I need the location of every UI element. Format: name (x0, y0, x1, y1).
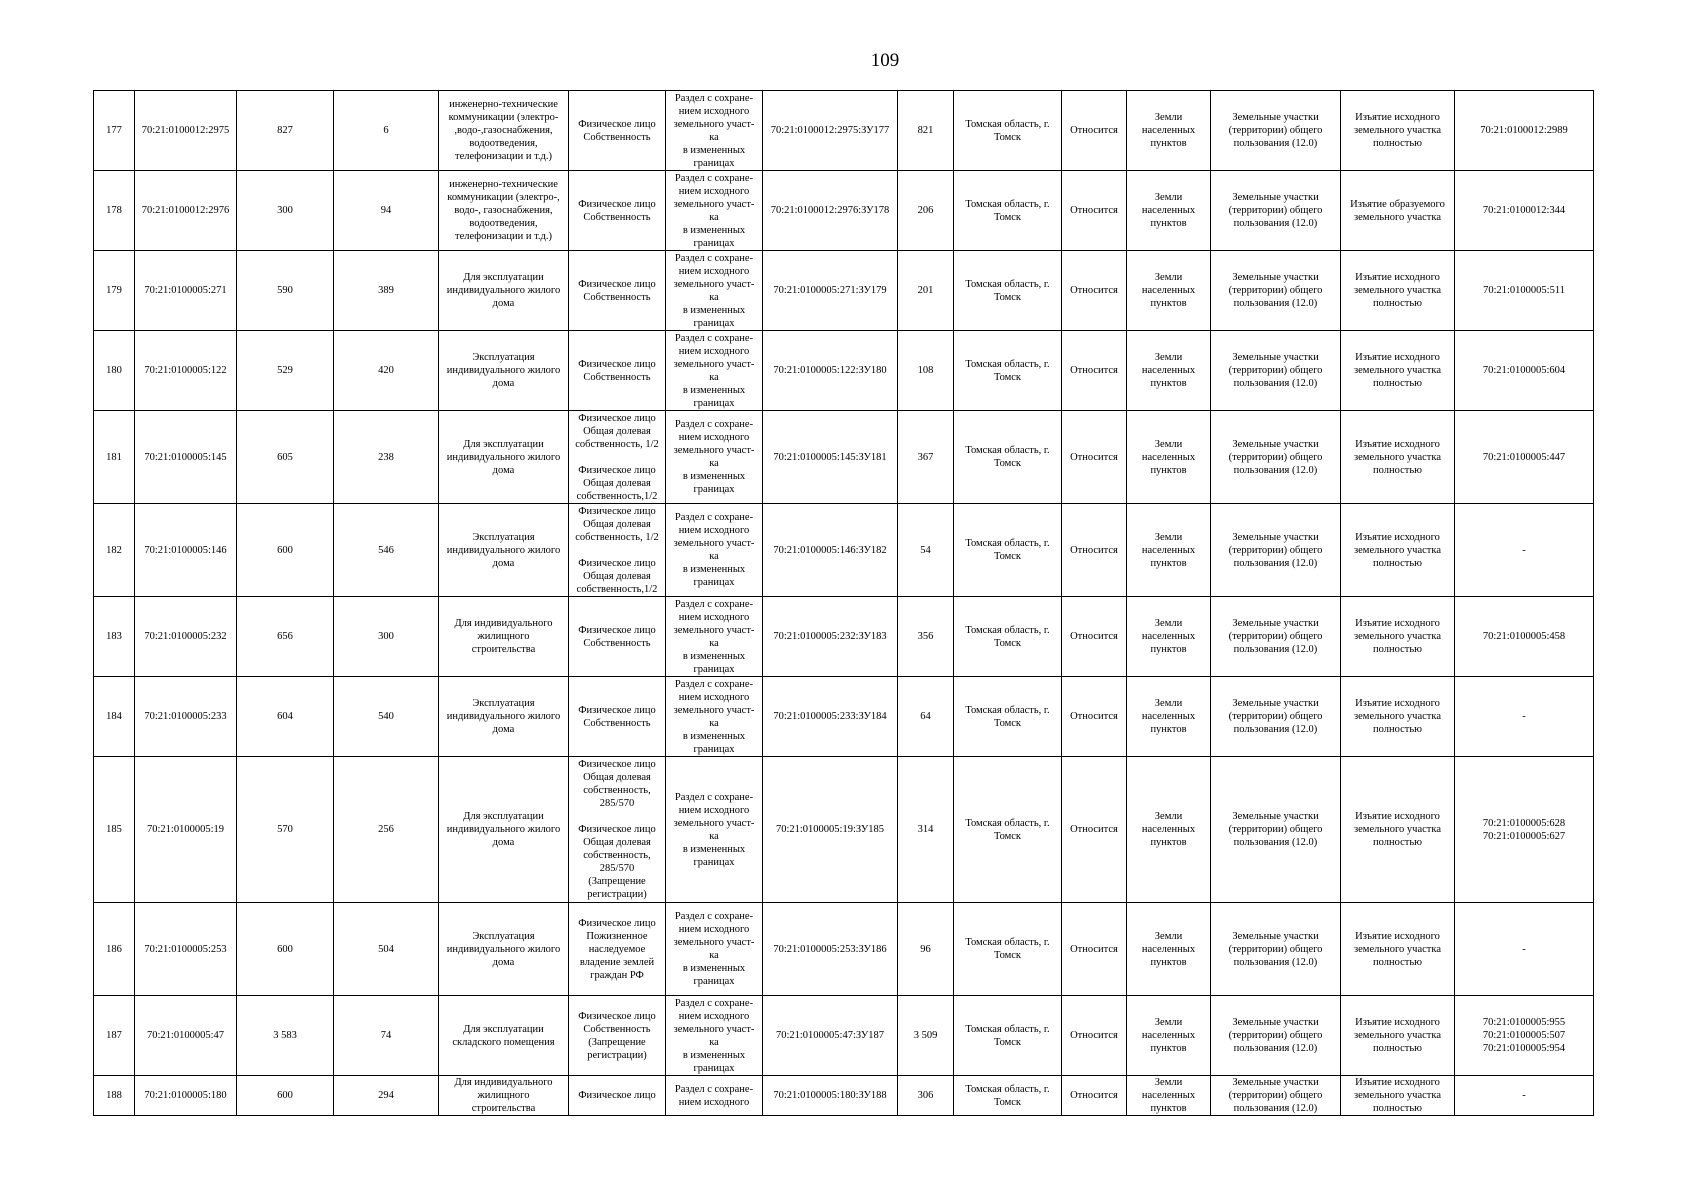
row-number-cell: 188 (94, 1076, 135, 1116)
area-affected-cell: 546 (334, 504, 439, 597)
seizure-type-cell: Изъятие исходного земельного участка полностью (1341, 504, 1455, 597)
new-plot-number-cell: 70:21:0100012:2975:ЗУ177 (763, 91, 898, 171)
area-cell: 600 (237, 1076, 334, 1116)
rights-holder-cell: Физическое лицо Общая долевая собственность, 285/570 Физическое лицо Общая долевая собственность, 285/570 (Запрещение регистрации) (569, 757, 666, 903)
row-number-cell: 179 (94, 251, 135, 331)
seizure-type-cell: Изъятие исходного земельного участка полностью (1341, 677, 1455, 757)
seizure-type-cell: Изъятие исходного земельного участка полностью (1341, 91, 1455, 171)
row-number-cell: 185 (94, 757, 135, 903)
relation-cell: Относится (1062, 757, 1127, 903)
land-category-cell: Земли населенных пунктов (1127, 411, 1211, 504)
new-permitted-use-cell: Земельные участки (территории) общего пользования (12.0) (1211, 903, 1341, 996)
cadastral-number-cell: 70:21:0100005:47 (135, 996, 237, 1076)
rights-holder-cell: Физическое лицо Собственность (569, 331, 666, 411)
table-row (94, 171, 1594, 251)
area-affected-cell: 74 (334, 996, 439, 1076)
capital-objects-cell: - (1455, 677, 1594, 757)
permitted-use-cell: Эксплуатация индивидуального жилого дома (439, 677, 569, 757)
area-cell: 300 (237, 171, 334, 251)
location-cell: Томская область, г. Томск (954, 331, 1062, 411)
relation-cell: Относится (1062, 1076, 1127, 1116)
area-affected-cell: 300 (334, 597, 439, 677)
rights-holder-cell: Физическое лицо Собственность (569, 597, 666, 677)
permitted-use-cell: Для эксплуатации индивидуального жилого дома (439, 757, 569, 903)
row-number-cell: 177 (94, 91, 135, 171)
capital-objects-cell: 70:21:0100005:458 (1455, 597, 1594, 677)
relation-cell: Относится (1062, 903, 1127, 996)
row-number-cell: 178 (94, 171, 135, 251)
location-cell: Томская область, г. Томск (954, 996, 1062, 1076)
new-plot-number-cell: 70:21:0100005:253:ЗУ186 (763, 903, 898, 996)
new-permitted-use-cell: Земельные участки (территории) общего пользования (12.0) (1211, 251, 1341, 331)
location-cell: Томская область, г. Томск (954, 504, 1062, 597)
new-plot-area-cell: 3 509 (898, 996, 954, 1076)
table-row (94, 504, 1594, 597)
area-cell: 827 (237, 91, 334, 171)
location-cell: Томская область, г. Томск (954, 677, 1062, 757)
new-plot-area-cell: 306 (898, 1076, 954, 1116)
relation-cell: Относится (1062, 91, 1127, 171)
new-plot-area-cell: 108 (898, 331, 954, 411)
location-cell: Томская область, г. Томск (954, 411, 1062, 504)
formation-method-cell: Раздел с сохране- нием исходного земельного участ- ка в измененных границах (666, 91, 763, 171)
land-category-cell: Земли населенных пунктов (1127, 331, 1211, 411)
formation-method-cell: Раздел с сохране- нием исходного земельного участ- ка в измененных границах (666, 996, 763, 1076)
new-plot-area-cell: 821 (898, 91, 954, 171)
relation-cell: Относится (1062, 677, 1127, 757)
new-plot-number-cell: 70:21:0100005:271:ЗУ179 (763, 251, 898, 331)
table-row (94, 1076, 1594, 1116)
land-category-cell: Земли населенных пунктов (1127, 504, 1211, 597)
location-cell: Томская область, г. Томск (954, 757, 1062, 903)
new-plot-area-cell: 54 (898, 504, 954, 597)
relation-cell: Относится (1062, 251, 1127, 331)
new-plot-area-cell: 314 (898, 757, 954, 903)
permitted-use-cell: инженерно-технические коммуникации (электро- ,водо-,газоснабжения, водоотведения, телефонизации и т.д.) (439, 91, 569, 171)
new-plot-area-cell: 64 (898, 677, 954, 757)
seizure-type-cell: Изъятие исходного земельного участка полностью (1341, 597, 1455, 677)
new-permitted-use-cell: Земельные участки (территории) общего пользования (12.0) (1211, 331, 1341, 411)
row-number-cell: 182 (94, 504, 135, 597)
land-category-cell: Земли населенных пунктов (1127, 757, 1211, 903)
table-row (94, 251, 1594, 331)
row-number-cell: 183 (94, 597, 135, 677)
new-plot-area-cell: 201 (898, 251, 954, 331)
new-permitted-use-cell: Земельные участки (территории) общего пользования (12.0) (1211, 171, 1341, 251)
new-plot-area-cell: 206 (898, 171, 954, 251)
table-row (94, 411, 1594, 504)
relation-cell: Относится (1062, 504, 1127, 597)
area-affected-cell: 94 (334, 171, 439, 251)
row-number-cell: 181 (94, 411, 135, 504)
cadastral-number-cell: 70:21:0100005:19 (135, 757, 237, 903)
new-permitted-use-cell: Земельные участки (территории) общего пользования (12.0) (1211, 597, 1341, 677)
cadastral-number-cell: 70:21:0100005:233 (135, 677, 237, 757)
new-plot-number-cell: 70:21:0100005:146:ЗУ182 (763, 504, 898, 597)
permitted-use-cell: инженерно-технические коммуникации (электро-, водо-, газоснабжения, водоотведения, телефонизации и т.д.) (439, 171, 569, 251)
rights-holder-cell: Физическое лицо Собственность (569, 251, 666, 331)
relation-cell: Относится (1062, 331, 1127, 411)
area-cell: 600 (237, 504, 334, 597)
formation-method-cell: Раздел с сохране- нием исходного земельного участ- ка в измененных границах (666, 597, 763, 677)
land-category-cell: Земли населенных пунктов (1127, 91, 1211, 171)
permitted-use-cell: Для эксплуатации складского помещения (439, 996, 569, 1076)
seizure-type-cell: Изъятие исходного земельного участка полностью (1341, 996, 1455, 1076)
capital-objects-cell: 70:21:0100012:344 (1455, 171, 1594, 251)
table-row (94, 757, 1594, 903)
row-number-cell: 184 (94, 677, 135, 757)
page-number: 109 (870, 50, 900, 71)
permitted-use-cell: Эксплуатация индивидуального жилого дома (439, 331, 569, 411)
area-affected-cell: 540 (334, 677, 439, 757)
capital-objects-cell: - (1455, 903, 1594, 996)
new-plot-area-cell: 367 (898, 411, 954, 504)
seizure-type-cell: Изъятие образуемого земельного участка (1341, 171, 1455, 251)
new-permitted-use-cell: Земельные участки (территории) общего пользования (12.0) (1211, 757, 1341, 903)
area-affected-cell: 389 (334, 251, 439, 331)
capital-objects-cell: 70:21:0100005:511 (1455, 251, 1594, 331)
capital-objects-cell: 70:21:0100005:628 70:21:0100005:627 (1455, 757, 1594, 903)
capital-objects-cell: 70:21:0100005:447 (1455, 411, 1594, 504)
formation-method-cell: Раздел с сохране- нием исходного земельного участ- ка в измененных границах (666, 331, 763, 411)
land-category-cell: Земли населенных пунктов (1127, 996, 1211, 1076)
location-cell: Томская область, г. Томск (954, 1076, 1062, 1116)
land-plots-table (93, 90, 1594, 1116)
rights-holder-cell: Физическое лицо Собственность (569, 677, 666, 757)
table-row (94, 996, 1594, 1076)
new-permitted-use-cell: Земельные участки (территории) общего пользования (12.0) (1211, 411, 1341, 504)
land-category-cell: Земли населенных пунктов (1127, 1076, 1211, 1116)
table-body (94, 91, 1594, 1116)
rights-holder-cell: Физическое лицо Собственность (569, 171, 666, 251)
row-number-cell: 187 (94, 996, 135, 1076)
table-row (94, 677, 1594, 757)
area-cell: 3 583 (237, 996, 334, 1076)
table-row (94, 331, 1594, 411)
new-plot-number-cell: 70:21:0100005:122:ЗУ180 (763, 331, 898, 411)
area-cell: 529 (237, 331, 334, 411)
formation-method-cell: Раздел с сохране- нием исходного земельного участ- ка в измененных границах (666, 411, 763, 504)
land-category-cell: Земли населенных пунктов (1127, 597, 1211, 677)
seizure-type-cell: Изъятие исходного земельного участка полностью (1341, 251, 1455, 331)
area-affected-cell: 294 (334, 1076, 439, 1116)
location-cell: Томская область, г. Томск (954, 903, 1062, 996)
new-plot-area-cell: 96 (898, 903, 954, 996)
relation-cell: Относится (1062, 171, 1127, 251)
cadastral-number-cell: 70:21:0100005:271 (135, 251, 237, 331)
permitted-use-cell: Эксплуатация индивидуального жилого дома (439, 903, 569, 996)
area-affected-cell: 420 (334, 331, 439, 411)
seizure-type-cell: Изъятие исходного земельного участка полностью (1341, 411, 1455, 504)
capital-objects-cell: - (1455, 1076, 1594, 1116)
row-number-cell: 186 (94, 903, 135, 996)
cadastral-number-cell: 70:21:0100005:122 (135, 331, 237, 411)
location-cell: Томская область, г. Томск (954, 171, 1062, 251)
formation-method-cell: Раздел с сохране- нием исходного земельного участ- ка в измененных границах (666, 903, 763, 996)
area-cell: 600 (237, 903, 334, 996)
formation-method-cell: Раздел с сохране- нием исходного земельного участ- ка в измененных границах (666, 251, 763, 331)
land-category-cell: Земли населенных пунктов (1127, 171, 1211, 251)
area-affected-cell: 6 (334, 91, 439, 171)
cadastral-number-cell: 70:21:0100005:180 (135, 1076, 237, 1116)
new-plot-number-cell: 70:21:0100005:47:ЗУ187 (763, 996, 898, 1076)
rights-holder-cell: Физическое лицо Общая долевая собственность, 1/2 Физическое лицо Общая долевая собственность,1/2 (569, 411, 666, 504)
area-affected-cell: 504 (334, 903, 439, 996)
formation-method-cell: Раздел с сохране- нием исходного земельного участ- ка в измененных границах (666, 171, 763, 251)
location-cell: Томская область, г. Томск (954, 597, 1062, 677)
new-plot-area-cell: 356 (898, 597, 954, 677)
new-plot-number-cell: 70:21:0100005:145:ЗУ181 (763, 411, 898, 504)
cadastral-number-cell: 70:21:0100005:146 (135, 504, 237, 597)
new-permitted-use-cell: Земельные участки (территории) общего пользования (12.0) (1211, 996, 1341, 1076)
table-row (94, 91, 1594, 171)
relation-cell: Относится (1062, 597, 1127, 677)
land-category-cell: Земли населенных пунктов (1127, 903, 1211, 996)
new-plot-number-cell: 70:21:0100005:233:ЗУ184 (763, 677, 898, 757)
formation-method-cell: Раздел с сохране- нием исходного земельного участ- ка в измененных границах (666, 504, 763, 597)
permitted-use-cell: Эксплуатация индивидуального жилого дома (439, 504, 569, 597)
area-cell: 656 (237, 597, 334, 677)
location-cell: Томская область, г. Томск (954, 91, 1062, 171)
new-plot-number-cell: 70:21:0100005:19:ЗУ185 (763, 757, 898, 903)
area-affected-cell: 238 (334, 411, 439, 504)
new-permitted-use-cell: Земельные участки (территории) общего пользования (12.0) (1211, 504, 1341, 597)
rights-holder-cell: Физическое лицо Собственность (Запрещение регистрации) (569, 996, 666, 1076)
permitted-use-cell: Для индивидуального жилищного строительства (439, 1076, 569, 1116)
new-plot-number-cell: 70:21:0100012:2976:ЗУ178 (763, 171, 898, 251)
cadastral-number-cell: 70:21:0100012:2976 (135, 171, 237, 251)
area-cell: 605 (237, 411, 334, 504)
permitted-use-cell: Для эксплуатации индивидуального жилого дома (439, 411, 569, 504)
permitted-use-cell: Для эксплуатации индивидуального жилого дома (439, 251, 569, 331)
seizure-type-cell: Изъятие исходного земельного участка полностью (1341, 903, 1455, 996)
area-cell: 590 (237, 251, 334, 331)
relation-cell: Относится (1062, 996, 1127, 1076)
rights-holder-cell: Физическое лицо Общая долевая собственность, 1/2 Физическое лицо Общая долевая собственность,1/2 (569, 504, 666, 597)
permitted-use-cell: Для индивидуального жилищного строительства (439, 597, 569, 677)
seizure-type-cell: Изъятие исходного земельного участка полностью (1341, 757, 1455, 903)
capital-objects-cell: - (1455, 504, 1594, 597)
area-affected-cell: 256 (334, 757, 439, 903)
formation-method-cell: Раздел с сохране- нием исходного (666, 1076, 763, 1116)
rights-holder-cell: Физическое лицо Пожизненное наследуемое владение землей граждан РФ (569, 903, 666, 996)
row-number-cell: 180 (94, 331, 135, 411)
cadastral-number-cell: 70:21:0100005:232 (135, 597, 237, 677)
capital-objects-cell: 70:21:0100012:2989 (1455, 91, 1594, 171)
new-plot-number-cell: 70:21:0100005:180:ЗУ188 (763, 1076, 898, 1116)
new-permitted-use-cell: Земельные участки (территории) общего пользования (12.0) (1211, 91, 1341, 171)
relation-cell: Относится (1062, 411, 1127, 504)
formation-method-cell: Раздел с сохране- нием исходного земельного участ- ка в измененных границах (666, 677, 763, 757)
rights-holder-cell: Физическое лицо (569, 1076, 666, 1116)
formation-method-cell: Раздел с сохране- нием исходного земельного участ- ка в измененных границах (666, 757, 763, 903)
cadastral-number-cell: 70:21:0100005:145 (135, 411, 237, 504)
table-row (94, 597, 1594, 677)
rights-holder-cell: Физическое лицо Собственность (569, 91, 666, 171)
new-permitted-use-cell: Земельные участки (территории) общего пользования (12.0) (1211, 677, 1341, 757)
capital-objects-cell: 70:21:0100005:955 70:21:0100005:507 70:21:0100005:954 (1455, 996, 1594, 1076)
seizure-type-cell: Изъятие исходного земельного участка полностью (1341, 331, 1455, 411)
area-cell: 604 (237, 677, 334, 757)
location-cell: Томская область, г. Томск (954, 251, 1062, 331)
table-row (94, 903, 1594, 996)
cadastral-number-cell: 70:21:0100012:2975 (135, 91, 237, 171)
area-cell: 570 (237, 757, 334, 903)
capital-objects-cell: 70:21:0100005:604 (1455, 331, 1594, 411)
land-category-cell: Земли населенных пунктов (1127, 677, 1211, 757)
cadastral-number-cell: 70:21:0100005:253 (135, 903, 237, 996)
new-plot-number-cell: 70:21:0100005:232:ЗУ183 (763, 597, 898, 677)
land-category-cell: Земли населенных пунктов (1127, 251, 1211, 331)
new-permitted-use-cell: Земельные участки (территории) общего пользования (12.0) (1211, 1076, 1341, 1116)
seizure-type-cell: Изъятие исходного земельного участка полностью (1341, 1076, 1455, 1116)
